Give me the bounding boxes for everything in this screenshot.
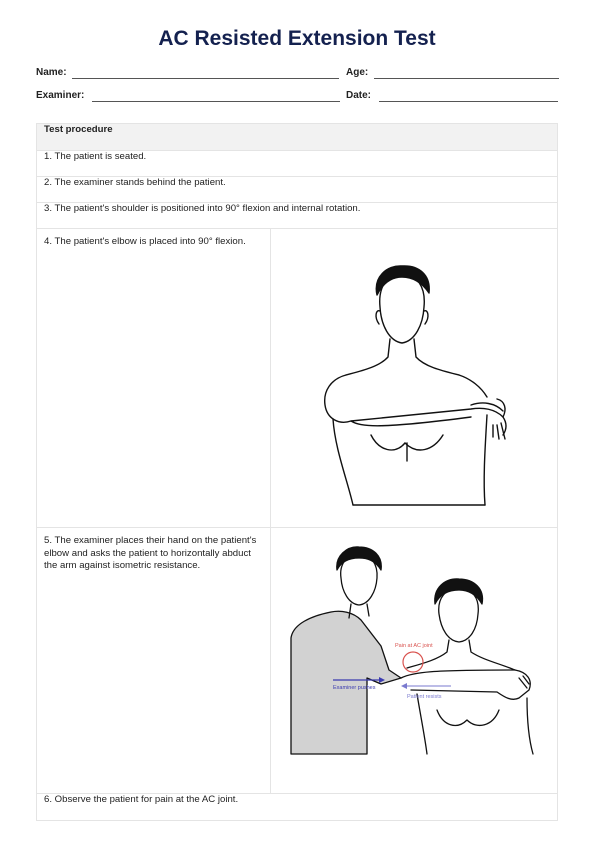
patient-resist-label: Patient resists xyxy=(407,694,442,700)
pain-circle xyxy=(403,652,423,672)
examiner-push-label: Examiner pushes xyxy=(333,685,376,691)
patient-position-illustration xyxy=(271,229,557,520)
date-label: Date: xyxy=(346,90,372,101)
examiner-resistance-illustration xyxy=(271,528,557,786)
procedure-table xyxy=(36,123,558,821)
examiner-label: Examiner: xyxy=(36,90,85,101)
age-field[interactable] xyxy=(374,78,559,79)
step-1: 1. The patient is seated. xyxy=(37,151,558,177)
illustration-step-4 xyxy=(271,229,558,528)
date-field[interactable] xyxy=(379,101,558,102)
examiner-field[interactable] xyxy=(92,101,340,102)
name-label: Name: xyxy=(36,67,67,78)
illustration-step-5 xyxy=(271,528,558,794)
pain-label: Pain at AC joint xyxy=(395,643,433,649)
step-3: 3. The patient's shoulder is positioned into 90° flexion and internal rotation. xyxy=(37,203,558,229)
patient-arrowhead xyxy=(401,683,407,689)
step-4: 4. The patient's elbow is placed into 90° flexion. xyxy=(37,229,271,528)
age-label: Age: xyxy=(346,67,369,78)
procedure-header: Test procedure xyxy=(37,124,558,151)
name-field[interactable] xyxy=(72,78,339,79)
step-5: 5. The examiner places their hand on the patient's elbow and asks the patient to horizontally abduct the arm against isometric resistance. xyxy=(37,528,271,794)
step-2: 2. The examiner stands behind the patient. xyxy=(37,177,558,203)
page-title: AC Resisted Extension Test xyxy=(158,27,436,50)
step-6: 6. Observe the patient for pain at the AC joint. xyxy=(37,794,558,821)
